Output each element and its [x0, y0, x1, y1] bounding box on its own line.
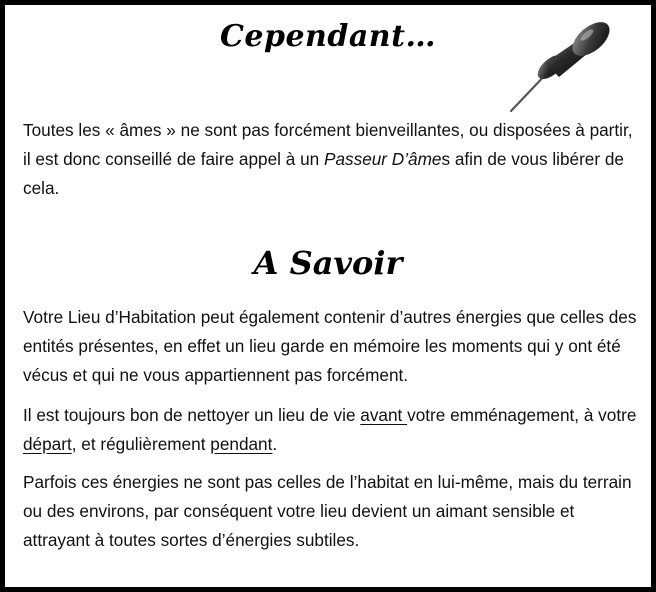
paragraph-lieu-habitation: Votre Lieu d’Habitation peut également contenir d’autres énergies que celles des entités présentes, en effet un lieu garde en mémoire les moments qui y ont été vécus et qui ne vous appartiennent pas forcément.: [23, 307, 637, 385]
underlined-avant: avant: [360, 405, 408, 425]
paragraph-ames: [23, 116, 643, 203]
section-title-cependant: Cependant…: [220, 19, 436, 54]
nettoyer-text-3: , et régulièrement: [71, 434, 211, 454]
nettoyer-text-4: .: [272, 434, 278, 454]
passeur-dame-emphasis: Passeur D’âme: [323, 149, 442, 169]
paragraph-energies-terrain: Parfois ces énergies ne sont pas celles de l’habitat en lui-même, mais du terrain ou des environs, par conséquent votre lieu devient un aimant sensible et attrayant à toutes sortes d’énergies subtiles.: [23, 472, 632, 550]
section-title-a-savoir: A Savoir: [253, 244, 403, 282]
paragraph-ames-text-start: Toutes les « âmes » ne sont pas forcément bienveillantes, ou disposées à partir, il est donc conseillé de faire appel à un: [23, 120, 633, 169]
nettoyer-text-2: votre emménagement, à votre: [407, 405, 637, 425]
nettoyer-text-1: Il est toujours bon de nettoyer un lieu de vie: [23, 405, 361, 425]
pushpin-icon: [505, 15, 623, 115]
underlined-depart: départ: [23, 434, 72, 454]
underlined-pendant: pendant: [210, 434, 273, 454]
paragraph-ames-text-end: s afin de vous libérer de cela.: [23, 149, 624, 198]
paragraph-nettoyer: [23, 401, 643, 459]
